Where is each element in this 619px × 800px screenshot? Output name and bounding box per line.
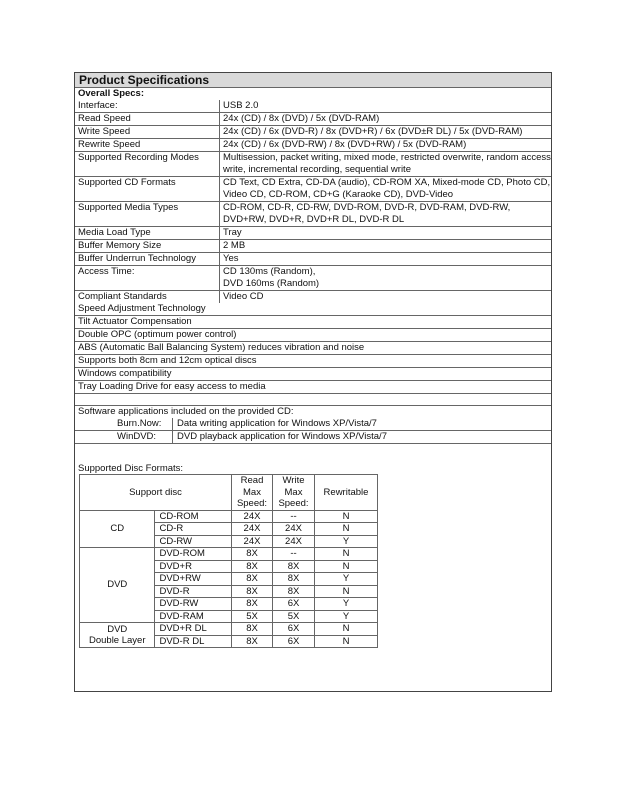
spec-key: Media Load Type (75, 227, 220, 239)
feature-list (75, 303, 551, 393)
spec-row (75, 201, 551, 226)
spec-sheet (74, 72, 552, 692)
disc-type: CD-ROM (155, 510, 232, 523)
disc-type: DVD-R (155, 585, 232, 598)
disc-write-speed: -- (273, 548, 315, 561)
disc-type: DVD+RW (155, 573, 232, 586)
disc-write-speed: 6X (273, 635, 315, 648)
spec-key: Rewrite Speed (75, 139, 220, 151)
spec-row (75, 252, 551, 265)
disc-read-speed: 8X (232, 585, 273, 598)
spec-row (75, 239, 551, 252)
disc-rewritable: N (315, 523, 378, 536)
feature-row: Double OPC (optimum power control) (75, 328, 551, 341)
spec-key: Buffer Underrun Technology (75, 253, 220, 265)
header-support-disc: Support disc (80, 475, 232, 511)
disc-type: DVD+R (155, 560, 232, 573)
disc-write-speed: -- (273, 510, 315, 523)
disc-group: DVD (80, 548, 155, 623)
disc-type: CD-RW (155, 535, 232, 548)
disc-rewritable: N (315, 585, 378, 598)
software-row (75, 418, 551, 430)
spec-row (75, 138, 551, 151)
spec-key: Supported Media Types (75, 202, 220, 226)
disc-rewritable: Y (315, 610, 378, 623)
spec-key: Supported Recording Modes (75, 152, 220, 176)
feature-row: Tilt Actuator Compensation (75, 315, 551, 328)
software-name: Burn.Now: (75, 418, 173, 430)
disc-read-speed: 8X (232, 623, 273, 636)
spec-value: 24x (CD) / 6x (DVD-RW) / 8x (DVD+RW) / 5x (DVD-RAM) (223, 139, 467, 150)
spec-value: Video CD (223, 291, 264, 302)
disc-read-speed: 8X (232, 598, 273, 611)
spec-value: 24x (CD) / 6x (DVD-R) / 8x (DVD+R) / 6x (DVD±R DL) / 5x (DVD-RAM) (223, 126, 523, 137)
spec-value: CD 130ms (Random), DVD 160ms (Random) (223, 266, 320, 289)
disc-row (80, 510, 378, 523)
disc-write-speed: 6X (273, 623, 315, 636)
spec-key: Supported CD Formats (75, 177, 220, 201)
software-desc: DVD playback application for Windows XP/Vista/7 (177, 431, 387, 442)
spec-value: Tray (223, 227, 242, 238)
disc-type: DVD-ROM (155, 548, 232, 561)
spec-value: 24x (CD) / 8x (DVD) / 5x (DVD-RAM) (223, 113, 380, 124)
disc-read-speed: 8X (232, 560, 273, 573)
spec-value: CD-ROM, CD-R, CD-RW, DVD-ROM, DVD-R, DVD-RAM, DVD-RW, DVD+RW, DVD+R, DVD+R DL, DVD-R DL (223, 202, 511, 225)
disc-rewritable: N (315, 623, 378, 636)
disc-write-speed: 8X (273, 585, 315, 598)
disc-write-speed: 8X (273, 560, 315, 573)
disc-read-speed: 5X (232, 610, 273, 623)
spec-key: Write Speed (75, 126, 220, 138)
disc-write-speed: 6X (273, 598, 315, 611)
spec-key: Compliant Standards (75, 291, 220, 303)
software-name: WinDVD: (75, 431, 173, 443)
disc-read-speed: 8X (232, 548, 273, 561)
sheet-title: Product Specifications (75, 73, 551, 87)
software-list (75, 418, 551, 443)
feature-row: Tray Loading Drive for easy access to media (75, 380, 551, 393)
spec-row (75, 176, 551, 201)
disc-read-speed: 24X (232, 523, 273, 536)
spec-key: Buffer Memory Size (75, 240, 220, 252)
spec-value: 2 MB (223, 240, 246, 251)
disc-rewritable: Y (315, 598, 378, 611)
header-rewritable: Rewritable (315, 475, 378, 511)
feature-row: Windows compatibility (75, 367, 551, 380)
header-write-speed: Write Max Speed: (273, 475, 315, 511)
spec-key: Interface: (75, 100, 220, 112)
disc-type: DVD-RW (155, 598, 232, 611)
spec-row (75, 226, 551, 239)
disc-rewritable: N (315, 548, 378, 561)
disc-type: DVD+R DL (155, 623, 232, 636)
disc-rewritable: N (315, 560, 378, 573)
disc-read-speed: 8X (232, 573, 273, 586)
software-desc: Data writing application for Windows XP/Vista/7 (177, 418, 377, 429)
disc-rewritable: N (315, 635, 378, 648)
spec-value: Yes (223, 253, 239, 264)
disc-read-speed: 24X (232, 535, 273, 548)
software-intro: Software applications included on the provided CD: (75, 405, 551, 418)
spec-value: Multisession, packet writing, mixed mode, restricted overwrite, random access write, incremental recording, sequential write (223, 152, 551, 175)
disc-rewritable: N (315, 510, 378, 523)
disc-type: CD-R (155, 523, 232, 536)
disc-group: DVD Double Layer (80, 623, 155, 648)
header-read-speed: Read Max Speed: (232, 475, 273, 511)
disc-type: DVD-RAM (155, 610, 232, 623)
spec-key: Access Time: (75, 266, 220, 290)
disc-formats-label: Supported Disc Formats: (78, 463, 184, 474)
spec-row (75, 290, 551, 303)
spec-row (75, 100, 551, 112)
feature-row: Supports both 8cm and 12cm optical discs (75, 354, 551, 367)
spacer-row (75, 393, 551, 405)
spec-key: Read Speed (75, 113, 220, 125)
overall-specs-label: Overall Specs: (75, 87, 551, 100)
disc-write-speed: 24X (273, 535, 315, 548)
disc-row (80, 623, 378, 636)
spec-row (75, 151, 551, 176)
disc-type: DVD-R DL (155, 635, 232, 648)
disc-group: CD (80, 510, 155, 548)
disc-read-speed: 8X (232, 635, 273, 648)
disc-rewritable: Y (315, 535, 378, 548)
spec-row (75, 125, 551, 138)
disc-rewritable: Y (315, 573, 378, 586)
disc-write-speed: 24X (273, 523, 315, 536)
disc-write-speed: 8X (273, 573, 315, 586)
disc-row (80, 548, 378, 561)
software-row (75, 430, 551, 443)
spec-row (75, 265, 551, 290)
disc-formats-section (75, 443, 551, 691)
feature-row: ABS (Automatic Ball Balancing System) reduces vibration and noise (75, 341, 551, 354)
spec-row (75, 112, 551, 125)
disc-read-speed: 24X (232, 510, 273, 523)
spec-value: USB 2.0 (223, 100, 259, 111)
disc-write-speed: 5X (273, 610, 315, 623)
feature-row: Speed Adjustment Technology (78, 303, 206, 314)
spec-value: CD Text, CD Extra, CD-DA (audio), CD-ROM XA, Mixed-mode CD, Photo CD, Video CD, CD-ROM, CD+G (Karaoke CD), DVD-Video (223, 177, 551, 200)
spec-list (75, 100, 551, 303)
disc-formats-table (79, 474, 378, 648)
